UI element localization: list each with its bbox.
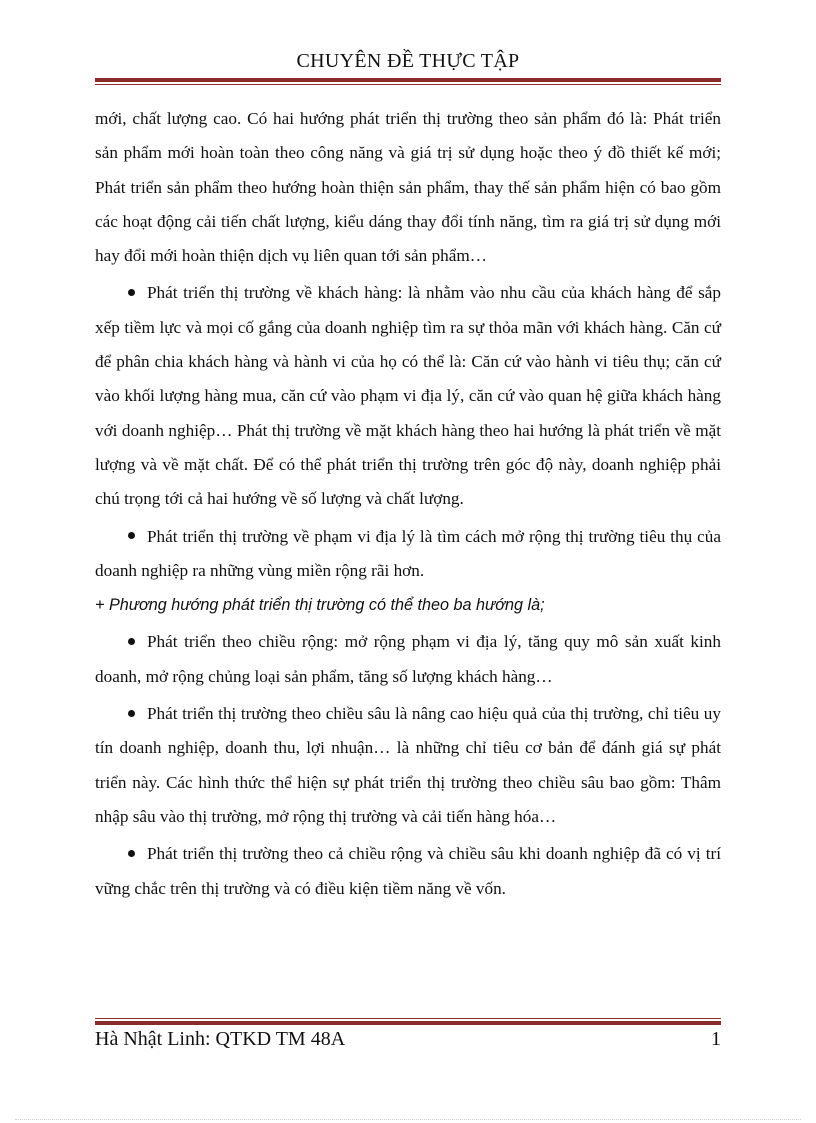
page-bottom-dotted-edge	[15, 1119, 801, 1120]
footer-rule-thick	[95, 1021, 721, 1025]
bullet-text: Phát triển thị trường theo chiều sâu là nâng cao hiệu quả của thị trường, chỉ tiêu uy tín doanh nghiệp, doanh thu, lợi nhuận… là những chỉ tiêu cơ bản để đánh giá sự phát triển này. Các hình thức thể hiện sự phát triển thị trường theo chiều sâu bao gồm: Thâm nhập sâu vào thị trường, mở rộng thị trường và cải tiến hàng hóa…	[95, 704, 721, 826]
bullet-text: Phát triển thị trường về khách hàng: là nhằm vào nhu cầu của khách hàng để sắp xếp tiềm lực và mọi cố gắng của doanh nghiệp tìm ra sự thỏa mãn với khách hàng. Căn cứ để phân chia khách hàng và hành vi của họ có thể là: Căn cứ vào hành vi tiêu thụ; căn cứ vào khối lượng hàng mua, căn cứ vào phạm vi địa lý, căn cứ vào quan hệ giữa khách hàng với doanh nghiệp… Phát thị trường về mặt khách hàng theo hai hướng là phát triển về mặt lượng và về mặt chất. Để có thể phát triển thị trường trên góc độ này, doanh nghiệp phải chú trọng tới cả hai hướng về số lượng và chất lượng.	[95, 283, 721, 509]
bullet-paragraph-depth	[95, 697, 721, 834]
footer-author: Hà Nhật Linh: QTKD TM 48A	[95, 1028, 346, 1050]
bullet-icon	[128, 710, 135, 717]
direction-heading: + Phương hướng phát triển thị trường có thể theo ba hướng là;	[95, 596, 545, 615]
bullet-paragraph-customers	[95, 276, 721, 516]
document-body	[95, 102, 721, 906]
bullet-icon	[128, 289, 135, 296]
page-number: 1	[711, 1028, 721, 1050]
bullet-paragraph-width	[95, 625, 721, 694]
bullet-text: Phát triển thị trường theo cả chiều rộng và chiều sâu khi doanh nghiệp đã có vị trí vững chắc trên thị trường và có điều kiện tiềm năng về vốn.	[95, 844, 721, 898]
footer-rule-thin	[95, 1018, 721, 1019]
bullet-paragraph-geography	[95, 520, 721, 589]
bullet-icon	[128, 532, 135, 539]
intro-paragraph: mới, chất lượng cao. Có hai hướng phát triển thị trường theo sản phẩm đó là: Phát triển sản phẩm mới hoàn toàn theo công năng và giá trị sử dụng hoặc theo ý đồ thiết kế mới; Phát triển sản phẩm theo hướng hoàn thiện sản phẩm, thay thế sản phẩm hiện có bao gồm các hoạt động cải tiến chất lượng, kiểu dáng thay đổi tính năng, tìm ra giá trị sử dụng mới hay đổi mới hoàn thiện dịch vụ liên quan tới sản phẩm…	[95, 109, 721, 266]
bullet-paragraph-both	[95, 837, 721, 906]
page-footer	[95, 1028, 721, 1051]
header-rule-thick	[95, 78, 721, 82]
bullet-icon	[128, 850, 135, 857]
bullet-text: Phát triển theo chiều rộng: mở rộng phạm vi địa lý, tăng quy mô sản xuất kinh doanh, mở rộng chủng loại sản phẩm, tăng số lượng khách hàng…	[95, 632, 721, 686]
bullet-icon	[128, 638, 135, 645]
header-rule-thin	[95, 84, 721, 85]
page-header-title: CHUYÊN ĐỀ THỰC TẬP	[296, 50, 520, 72]
bullet-text: Phát triển thị trường về phạm vi địa lý là tìm cách mở rộng thị trường tiêu thụ của doanh nghiệp ra những vùng miền rộng rãi hơn.	[95, 526, 721, 580]
